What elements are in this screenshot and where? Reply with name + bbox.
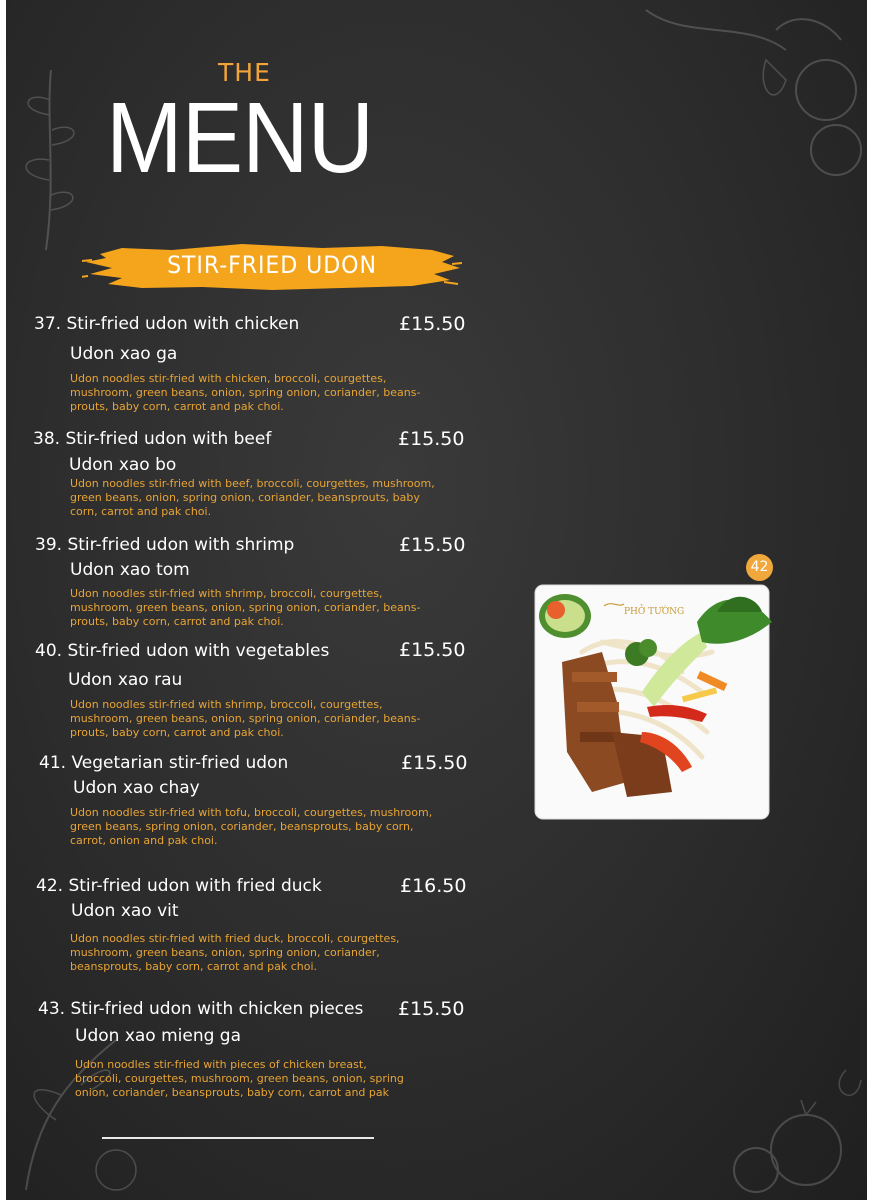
item-title: 41. Vegetarian stir-fried udon [39,753,289,773]
item-price: £15.50 [399,313,466,335]
item-title: 38. Stir-fried udon with beef [33,429,272,449]
vegetable-doodle-icon [626,0,866,260]
item-title: 42. Stir-fried udon with fried duck [36,876,322,896]
item-price: £15.50 [401,752,468,774]
footer-divider [102,1137,374,1139]
item-description: Udon noodles stir-fried with beef, broccoli, courgettes, mushroom, green beans, onion, spring onion, coriander, beansprouts, baby corn, carrot and pak choi. [70,477,435,518]
item-vietnamese-name: Udon xao rau [68,670,183,690]
menu-page [6,0,867,1200]
item-price: £15.50 [399,534,466,556]
header-the-label: THE [218,58,271,87]
item-vietnamese-name: Udon xao tom [70,560,190,580]
item-description: Udon noodles stir-fried with fried duck, broccoli, courgettes, mushroom, green beans, onion, spring onion, coriander, beansprouts, baby corn, carrot and pak choi. [70,932,400,973]
item-title: 37. Stir-fried udon with chicken [34,314,300,334]
item-title: 39. Stir-fried udon with shrimp [35,535,295,555]
section-title: STIR-FRIED UDON [167,251,377,279]
item-price: £15.50 [398,428,465,450]
plate-logo-text: PHỞ TƯỜNG [624,607,685,617]
item-description: Udon noodles stir-fried with chicken, broccoli, courgettes, mushroom, green beans, onion, spring onion, coriander, beans- prouts, baby corn, carrot and pak choi. [70,372,421,413]
item-title: 43. Stir-fried udon with chicken pieces [38,999,364,1019]
photo-item-badge: 42 [746,554,773,581]
item-price: £15.50 [398,998,465,1020]
item-title: 40. Stir-fried udon with vegetables [35,641,330,661]
section-banner [82,240,462,294]
item-vietnamese-name: Udon xao chay [73,778,200,798]
item-vietnamese-name: Udon xao ga [70,344,178,364]
item-vietnamese-name: Udon xao vit [71,901,179,921]
item-description: Udon noodles stir-fried with shrimp, broccoli, courgettes, mushroom, green beans, onion, spring onion, coriander, beans- prouts, baby corn, carrot and pak choi. [70,698,421,739]
item-description: Udon noodles stir-fried with pieces of chicken breast, broccoli, courgettes, mushroom, green beans, onion, spring onion, coriander, beansprouts, baby corn, carrot and pak [75,1058,404,1099]
herb-doodle-icon [6,60,96,260]
item-vietnamese-name: Udon xao bo [69,455,177,475]
item-price: £15.50 [399,639,466,661]
item-description: Udon noodles stir-fried with shrimp, broccoli, courgettes, mushroom, green beans, onion, spring onion, coriander, beans- prouts, baby corn, carrot and pak choi. [70,587,421,628]
item-price: £16.50 [400,875,467,897]
item-vietnamese-name: Udon xao mieng ga [75,1026,242,1046]
dish-photo-icon [532,582,772,822]
item-description: Udon noodles stir-fried with tofu, broccoli, courgettes, mushroom, green beans, spring onion, coriander, beansprouts, baby corn, carrot, onion and pak choi. [70,806,433,847]
page-title: MENU [106,82,374,194]
tomato-doodle-icon [706,1030,866,1200]
